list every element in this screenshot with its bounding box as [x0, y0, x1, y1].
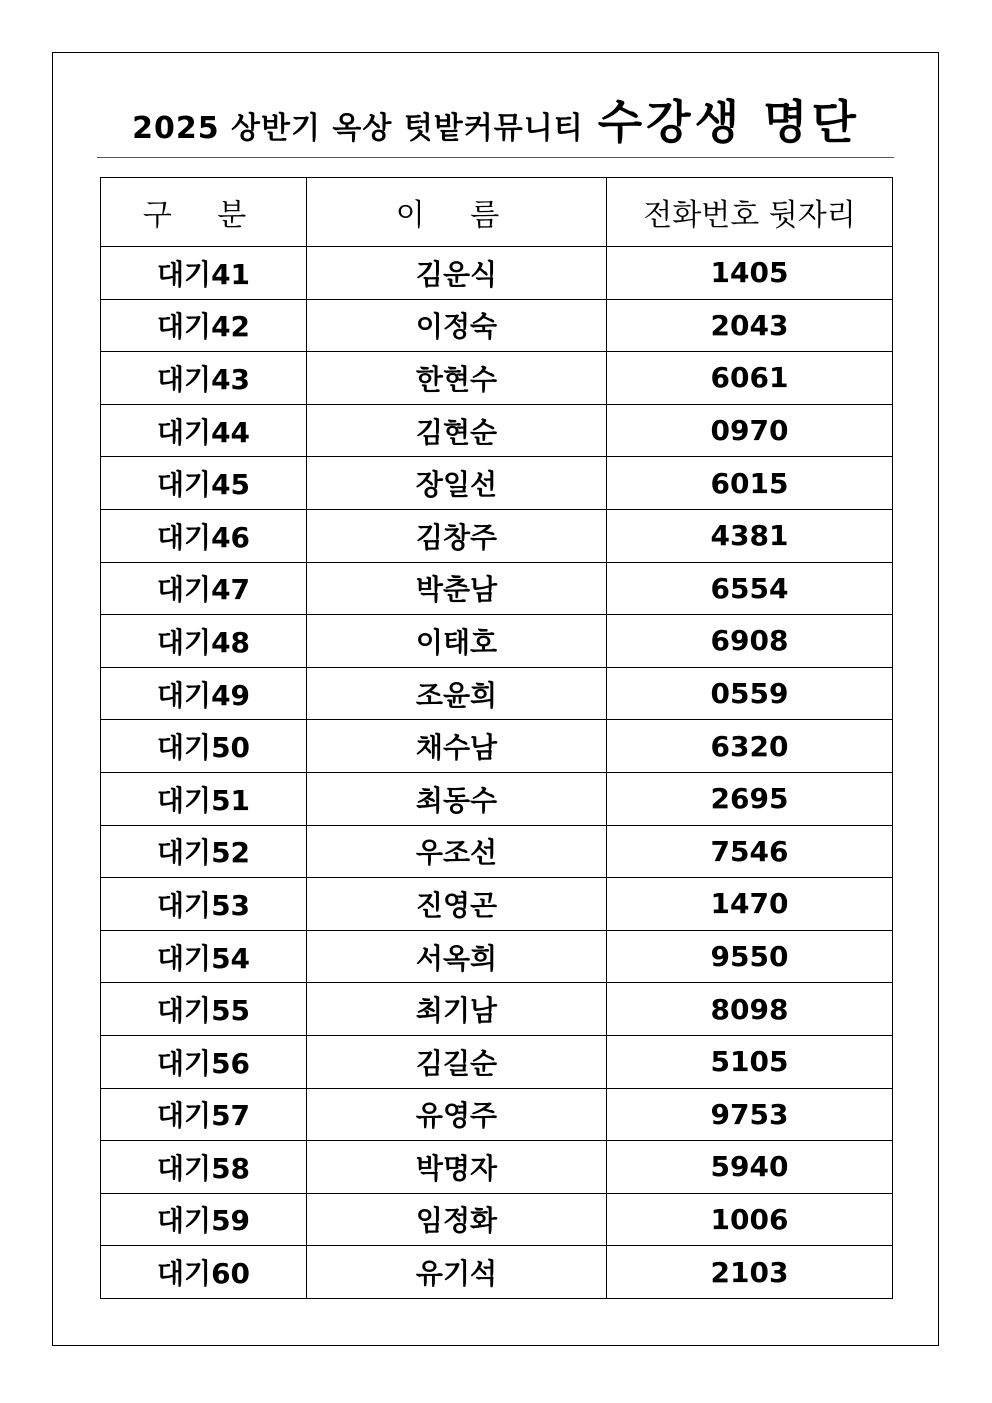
row-phone: 5940: [607, 1141, 893, 1194]
row-category: 대기47: [101, 562, 307, 615]
table-row: [101, 509, 893, 562]
row-phone: 5105: [607, 1035, 893, 1088]
title-prefix: 2025 상반기 옥상 텃밭커뮤니티: [132, 111, 584, 146]
row-category: 대기55: [101, 983, 307, 1036]
row-phone: 6061: [607, 352, 893, 405]
row-name: 조윤희: [307, 667, 607, 720]
row-name: 한현수: [307, 352, 607, 405]
row-phone: 0559: [607, 667, 893, 720]
row-category: 대기58: [101, 1141, 307, 1194]
row-category: 대기54: [101, 930, 307, 983]
row-category: 대기49: [101, 667, 307, 720]
row-category: 대기53: [101, 878, 307, 931]
row-name: 김운식: [307, 247, 607, 300]
row-phone: 7546: [607, 825, 893, 878]
row-phone: 8098: [607, 983, 893, 1036]
row-phone: 0970: [607, 404, 893, 457]
row-name: 김창주: [307, 509, 607, 562]
row-name: 채수남: [307, 720, 607, 773]
row-phone: 2043: [607, 299, 893, 352]
row-category: 대기60: [101, 1246, 307, 1299]
row-name: 임정화: [307, 1193, 607, 1246]
row-category: 대기57: [101, 1088, 307, 1141]
row-phone: 1470: [607, 878, 893, 931]
table-row: [101, 352, 893, 405]
row-phone: 6015: [607, 457, 893, 510]
row-category: 대기48: [101, 615, 307, 668]
table-header-row: [101, 178, 893, 247]
title-main: 수강생 명단: [597, 95, 860, 149]
row-phone: 6320: [607, 720, 893, 773]
row-name: 최동수: [307, 772, 607, 825]
table-row: [101, 457, 893, 510]
row-phone: 9753: [607, 1088, 893, 1141]
row-name: 최기남: [307, 983, 607, 1036]
row-name: 우조선: [307, 825, 607, 878]
table-row: [101, 299, 893, 352]
table-row: [101, 720, 893, 773]
roster-table: [100, 177, 893, 1299]
document-title: [0, 86, 992, 152]
table-row: [101, 247, 893, 300]
table-row: [101, 1246, 893, 1299]
table-row: [101, 1193, 893, 1246]
table-row: [101, 930, 893, 983]
header-category: 구 분: [101, 178, 307, 247]
row-category: 대기44: [101, 404, 307, 457]
table-row: [101, 983, 893, 1036]
row-category: 대기41: [101, 247, 307, 300]
header-name: 이 름: [307, 178, 607, 247]
header-phone: 전화번호 뒷자리: [607, 178, 893, 247]
row-name: 김길순: [307, 1035, 607, 1088]
row-category: 대기46: [101, 509, 307, 562]
row-phone: 9550: [607, 930, 893, 983]
table-row: [101, 772, 893, 825]
row-phone: 6554: [607, 562, 893, 615]
row-category: 대기42: [101, 299, 307, 352]
table-row: [101, 667, 893, 720]
row-name: 유영주: [307, 1088, 607, 1141]
row-name: 이정숙: [307, 299, 607, 352]
row-category: 대기56: [101, 1035, 307, 1088]
row-phone: 1006: [607, 1193, 893, 1246]
row-phone: 1405: [607, 247, 893, 300]
row-name: 박춘남: [307, 562, 607, 615]
row-category: 대기45: [101, 457, 307, 510]
row-phone: 6908: [607, 615, 893, 668]
title-divider: [97, 157, 894, 158]
row-name: 유기석: [307, 1246, 607, 1299]
row-name: 서옥희: [307, 930, 607, 983]
table-row: [101, 562, 893, 615]
row-name: 진영곤: [307, 878, 607, 931]
table-row: [101, 1035, 893, 1088]
row-category: 대기52: [101, 825, 307, 878]
row-category: 대기43: [101, 352, 307, 405]
table-row: [101, 1141, 893, 1194]
row-category: 대기59: [101, 1193, 307, 1246]
row-name: 김현순: [307, 404, 607, 457]
row-category: 대기51: [101, 772, 307, 825]
row-name: 이태호: [307, 615, 607, 668]
row-name: 장일선: [307, 457, 607, 510]
row-category: 대기50: [101, 720, 307, 773]
table-row: [101, 825, 893, 878]
table-row: [101, 404, 893, 457]
row-name: 박명자: [307, 1141, 607, 1194]
row-phone: 2103: [607, 1246, 893, 1299]
table-row: [101, 615, 893, 668]
table-row: [101, 878, 893, 931]
row-phone: 2695: [607, 772, 893, 825]
table-row: [101, 1088, 893, 1141]
row-phone: 4381: [607, 509, 893, 562]
